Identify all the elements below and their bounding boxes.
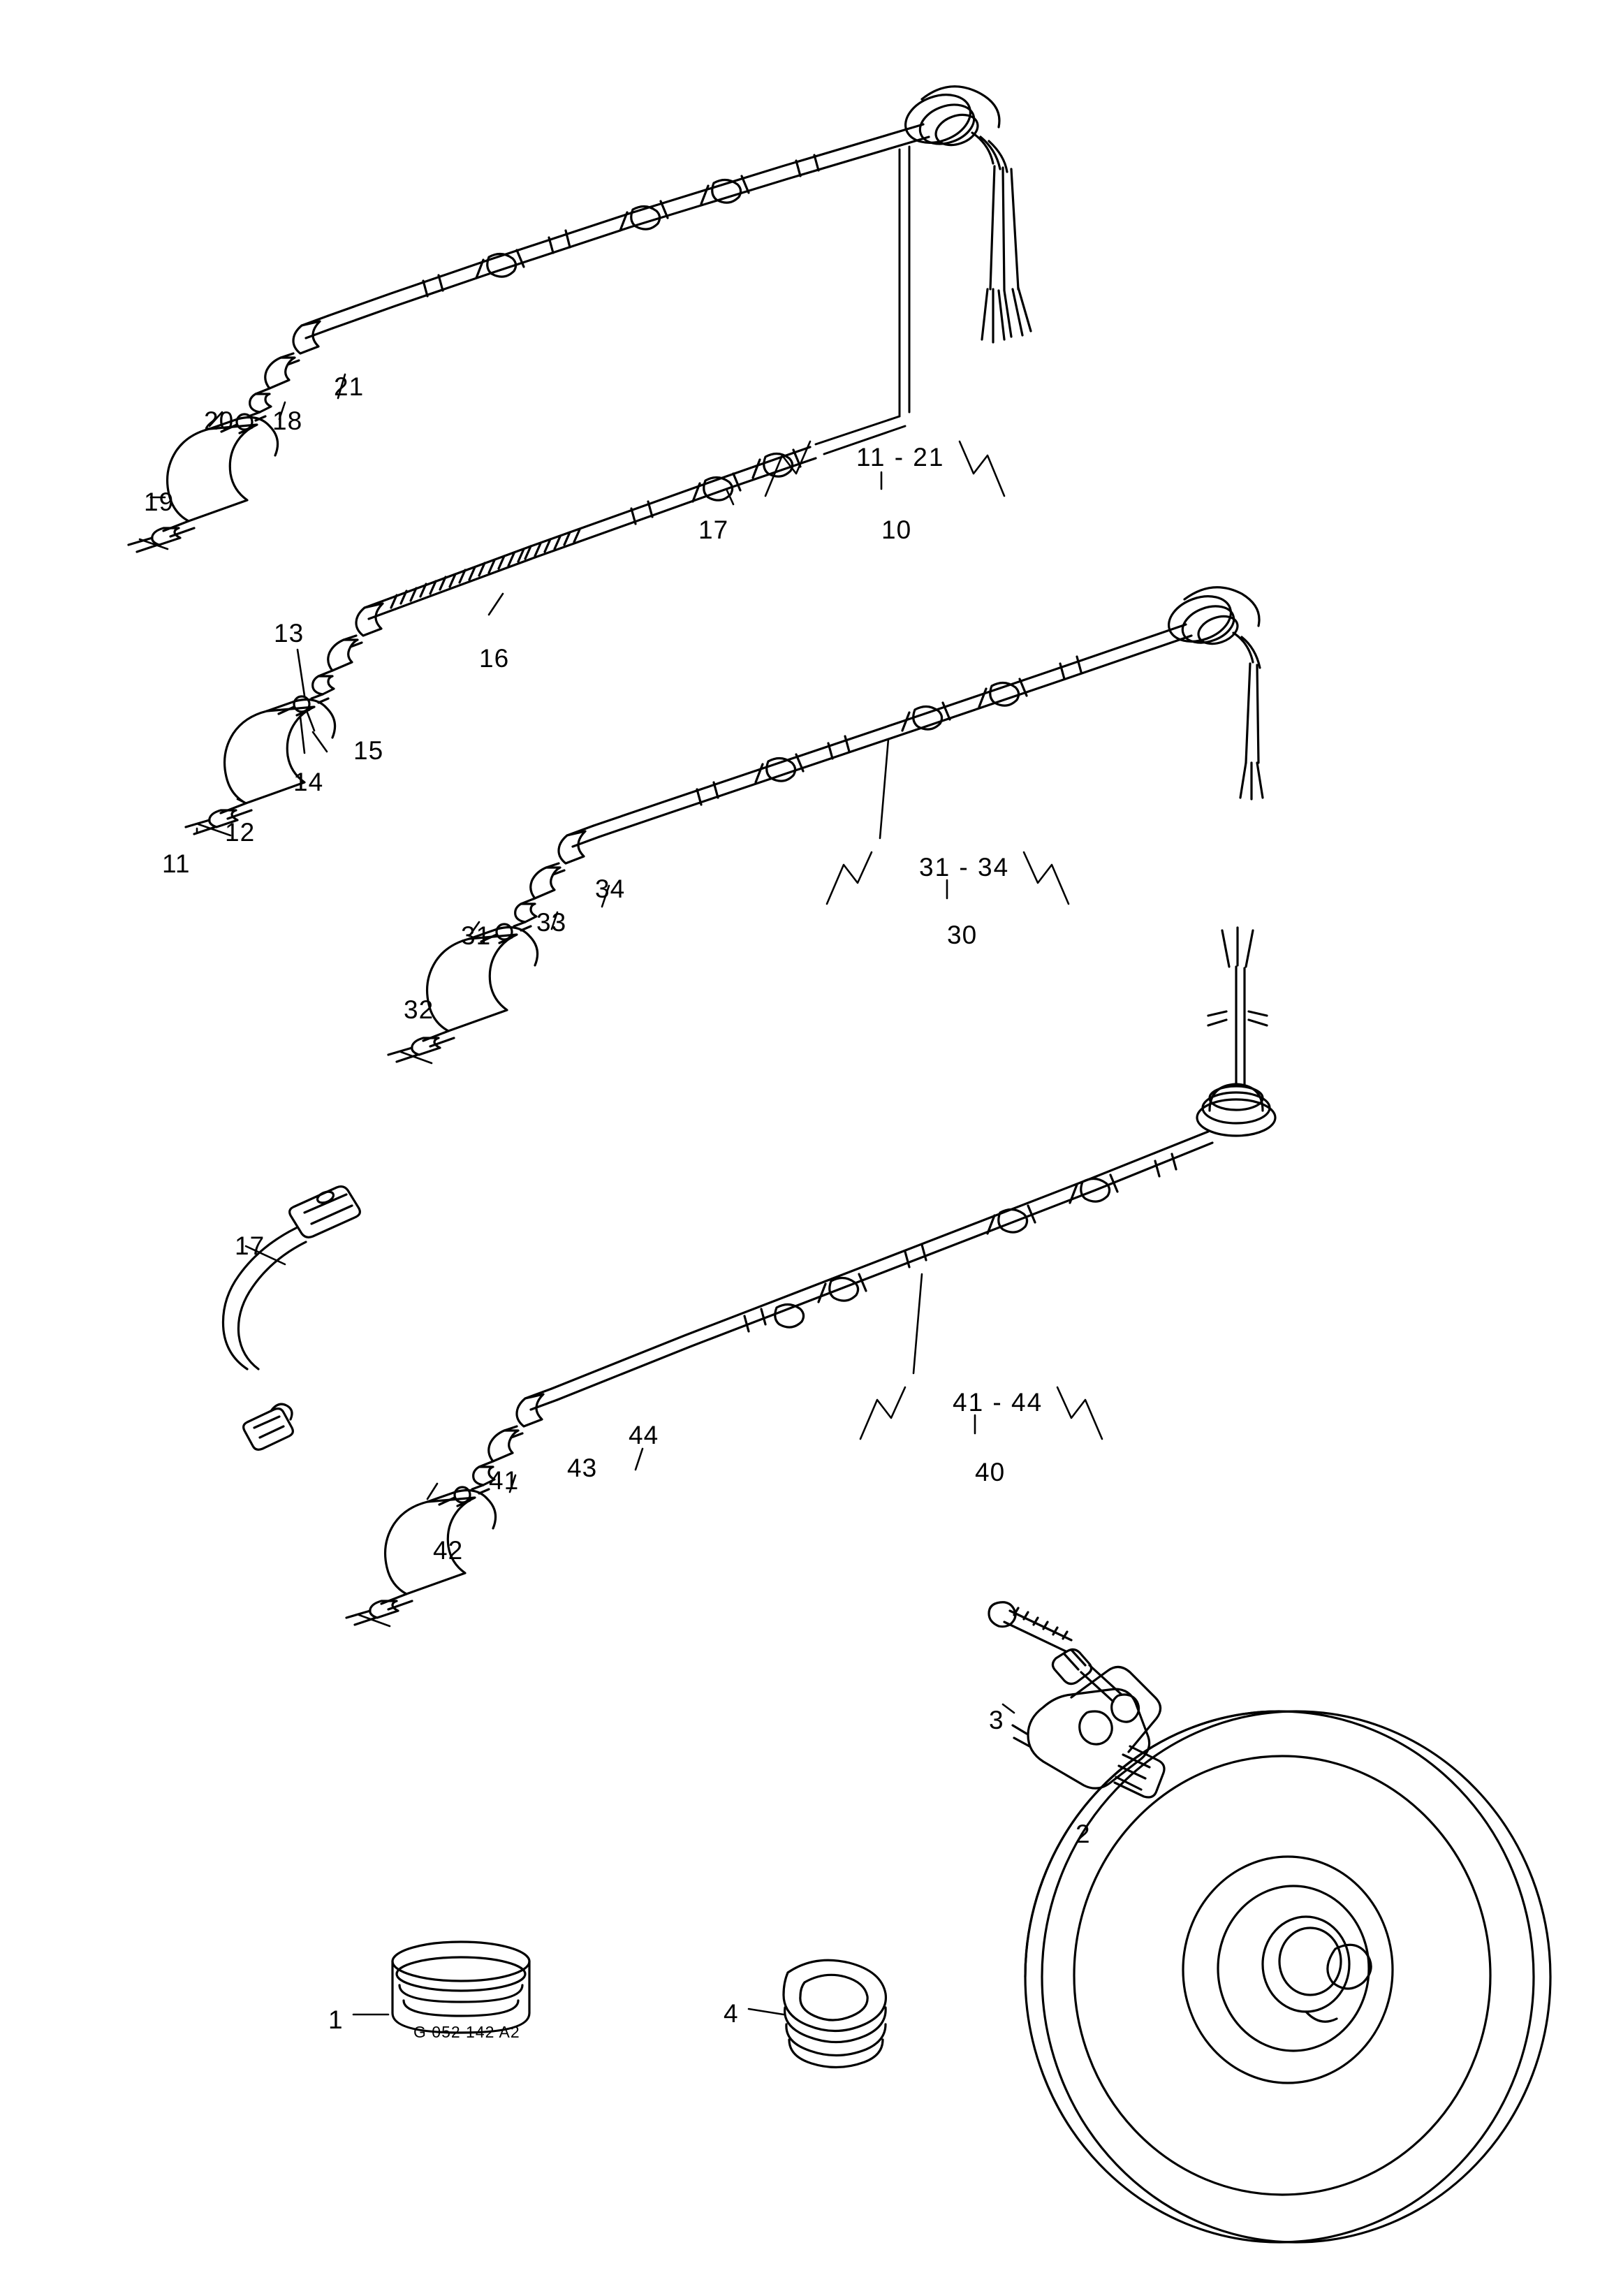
callout-3: 3	[989, 1706, 1004, 1734]
callout-10: 10	[881, 515, 912, 544]
callout-2: 2	[1076, 1820, 1091, 1848]
callout-14: 14	[293, 768, 324, 796]
callout-16: 16	[479, 644, 510, 673]
callout-42: 42	[433, 1536, 464, 1565]
callout-32: 32	[404, 995, 434, 1024]
callout-33: 33	[536, 908, 567, 937]
callout-1: 1	[328, 2005, 344, 2034]
seal-4	[784, 1960, 886, 2067]
callout-20: 20	[204, 407, 235, 435]
callout-12: 12	[225, 818, 256, 847]
callout-44: 44	[629, 1421, 659, 1449]
sleeve-1	[392, 1942, 529, 2033]
callout-range-11-21: 11 - 21	[856, 443, 945, 471]
callout-15: 15	[353, 736, 384, 765]
grommet-40	[1197, 928, 1275, 1136]
brake-disc	[1025, 1711, 1550, 2242]
cable-beads-30	[697, 657, 1081, 805]
callout-30: 30	[947, 921, 978, 949]
grommet-30	[1163, 587, 1263, 799]
callout-11: 11	[162, 849, 191, 878]
callout-40: 40	[975, 1458, 1006, 1486]
callout-19: 19	[144, 488, 175, 516]
callout-34: 34	[595, 875, 626, 903]
clip-17	[223, 1187, 360, 1450]
connector-assembly-31	[388, 826, 599, 1062]
sensor-2	[1013, 1649, 1164, 1797]
callout-13: 13	[274, 619, 304, 648]
callout-41: 41	[489, 1466, 520, 1495]
callout-43: 43	[567, 1454, 598, 1482]
part-number-marking: G 052 142 A2	[413, 2023, 520, 2041]
callout-17-clip: 17	[235, 1231, 265, 1260]
callout-21: 21	[334, 372, 365, 401]
callout-31: 31	[461, 921, 492, 950]
callout-17-top: 17	[698, 515, 729, 544]
coiled-cable-16	[391, 529, 580, 609]
callout-range-31-34: 31 - 34	[919, 853, 1010, 882]
connector-assembly-41	[346, 1389, 557, 1625]
bolt-3	[989, 1602, 1071, 1651]
callout-range-41-44: 41 - 44	[953, 1388, 1043, 1417]
callout-4: 4	[724, 1999, 739, 2028]
callout-18: 18	[272, 407, 303, 435]
